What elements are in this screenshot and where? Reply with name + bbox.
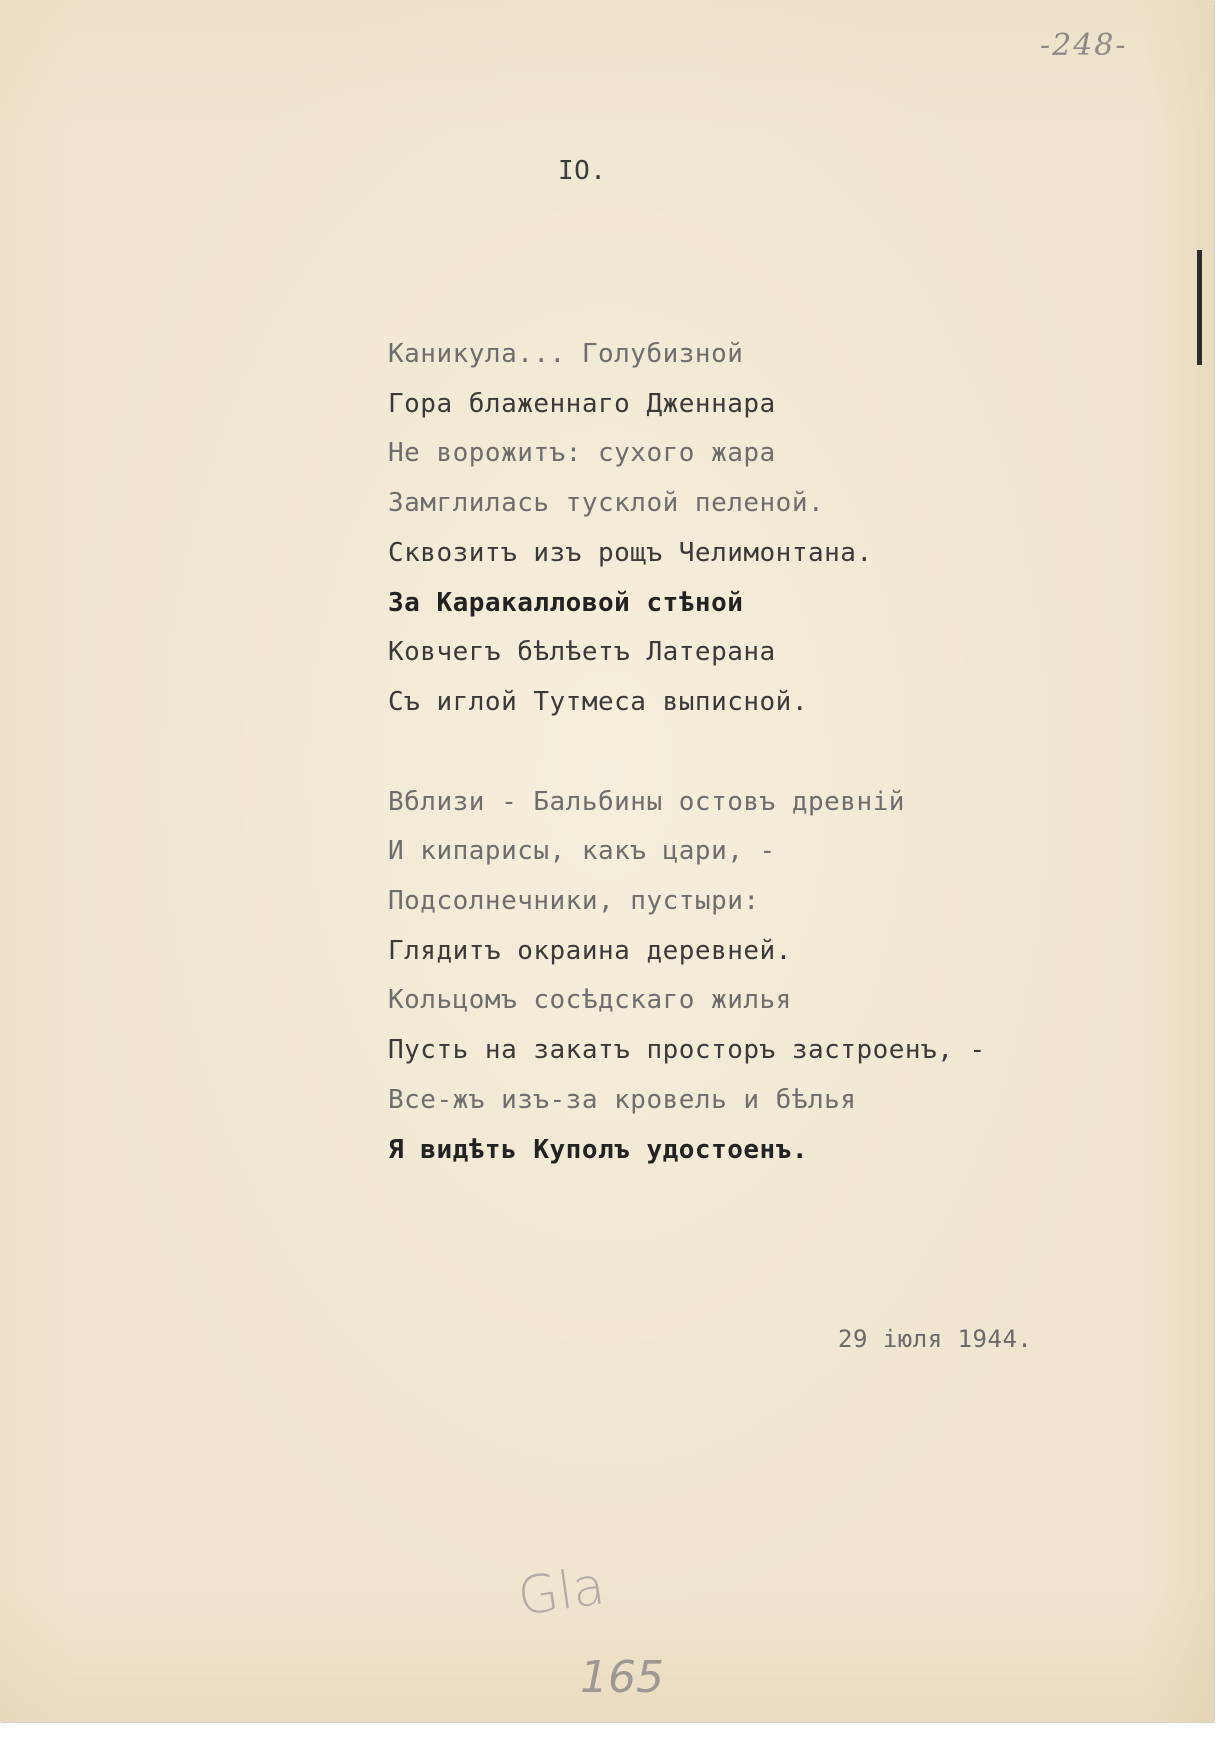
poem-line: Каникула... Голубизной xyxy=(388,339,744,369)
poem-line: Вблизи - Бальбины остовъ древній xyxy=(388,786,905,817)
poem-date: 29 іюля 1944. xyxy=(838,1325,1033,1353)
paper-edge-strip xyxy=(1197,250,1202,365)
poem-line: Ковчегъ бѣлѣетъ Латерана xyxy=(388,637,776,668)
poem-number: IO. xyxy=(558,156,607,186)
poem-line: Подсолнечники, пустыри: xyxy=(388,886,760,917)
stanza-2 xyxy=(388,778,986,1176)
pencil-annotation: 165 xyxy=(580,1652,664,1703)
poem-line: Замглилась тусклой пеленой. xyxy=(388,488,825,519)
poem-line: И кипарисы, какъ цари, - xyxy=(388,836,776,867)
poem-line: Не ворожитъ: сухого жара xyxy=(388,438,776,469)
poem-line: За Каракалловой стѣной xyxy=(388,587,744,618)
pencil-annotation: Gla xyxy=(514,1556,609,1628)
stanza-1 xyxy=(388,330,986,728)
poem-line: Я видѣть Куполъ удостоенъ. xyxy=(388,1134,808,1165)
poem-line: Кольцомъ сосѣдскаго жилья xyxy=(388,985,792,1016)
poem-line: Все-жъ изъ-за кровель и бѣлья xyxy=(388,1084,857,1115)
folio-number: -248- xyxy=(1040,28,1128,63)
poem-line: Сквозитъ изъ рощъ Челимонтана. xyxy=(388,537,873,568)
poem-line: Съ иглой Тутмеса выписной. xyxy=(388,686,808,717)
poem-line: Гора блаженнаго Дженнара xyxy=(388,388,776,419)
poem-body xyxy=(388,330,986,1175)
poem-line: Глядитъ окраина деревней. xyxy=(388,935,792,966)
poem-line: Пусть на закатъ просторъ застроенъ, - xyxy=(388,1035,986,1066)
stanza-separator xyxy=(388,728,986,778)
